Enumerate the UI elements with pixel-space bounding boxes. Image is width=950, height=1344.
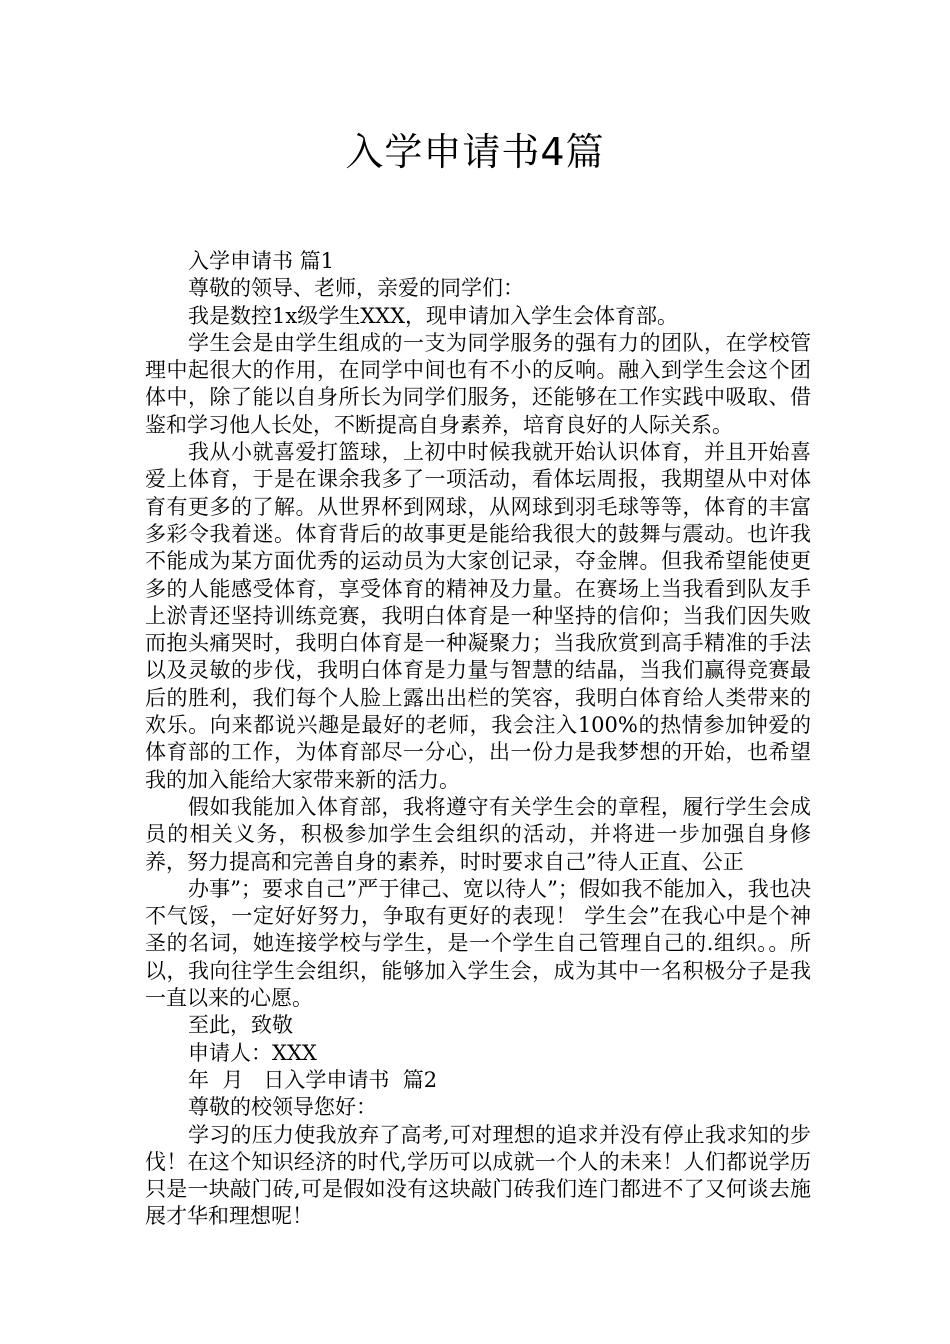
document-title: 入学申请书4篇	[345, 130, 605, 174]
paragraph-student-union: 学生会是由学生组成的一支为同学服务的强有力的团队，在学校管理中起很大的作用，在同学中间也有不小的反响。融入到学生会这个团体中，除了能以自身所长为同学们服务，还能够在工作实践中吸取、借鉴和学习他人长处，不断提高自身素养，培育良好的人际关系。	[145, 330, 811, 437]
salutation-1: 尊敬的领导、老师，亲爱的同学们：	[188, 276, 524, 301]
salutation-2: 尊敬的校领导您好：	[188, 1095, 377, 1120]
closing-line: 至此，致敬	[188, 1013, 293, 1038]
paragraph-sports-passion: 我从小就喜爱打篮球，上初中时候我就开始认识体育，并且开始喜爱上体育，于是在课余我多了一项活动，看体坛周报，我期望从中对体育有更多的了解。从世界杯到网球，从网球到羽毛球等等，体育的丰富多彩令我着迷。体育背后的故事更是能给我很大的鼓舞与震动。也许我不能成为某方面优秀的运动员为大家创记录，夺金牌。但我希望能使更多的人能感受体育，享受体育的精神及力量。在赛场上当我看到队友手上淤青还坚持训练竞赛，我明白体育是一种坚持的信仰；当我们因失败而抱头痛哭时，我明白体育是一种凝聚力；当我欣赏到高手精准的手法以及灵敏的步伐，我明白体育是力量与智慧的结晶，当我们赢得竞赛最后的胜利，我们每个人脸上露出出栏的笑容，我明白体育给人类带来的欢乐。向来都说兴趣是最好的老师，我会注入100%的热情参加钟爱的体育部的工作，为体育部尽一分心，出一份力是我梦想的开始，也希望我的加入能给大家带来新的活力。	[145, 440, 811, 792]
section-heading-1: 入学申请书 篇1	[188, 249, 335, 273]
paragraph-continuation: 办事”；要求自己”严于律己、宽以待人”；假如我不能加入，我也决不气馁，一定好好努力，争取有更好的表现！ 学生会”在我心中是个神圣的名词，她连接学校与学生，是一个学生自己管理自己的.组织。。所以，我向往学生会组织，能够加入学生会，成为其中一名积极分子是我一直以来的心愿。	[145, 876, 811, 1011]
paragraph-intro: 我是数控1x级学生XXX，现申请加入学生会体育部。	[188, 303, 679, 328]
paragraph-study-pressure: 学习的压力使我放弃了高考,可对理想的追求并没有停止我求知的步伐！在这个知识经济的时代,学历可以成就一个人的未来！人们都说学历只是一块敲门砖,可是假如没有这块敲门砖我们连门都进不了又何谈去施展才华和理想呢！	[145, 1122, 811, 1229]
paragraph-commitment: 假如我能加入体育部，我将遵守有关学生会的章程，履行学生会成员的相关义务，积极参加学生会组织的活动，并将进一步加强自身修养，努力提高和完善自身的素养，时时要求自己”待人正直、公正	[145, 794, 811, 874]
date-and-section-heading-2: 年 月 日入学申请书 篇2	[188, 1067, 438, 1092]
signature-line: 申请人：XXX	[188, 1040, 317, 1065]
document-body	[145, 248, 811, 1231]
